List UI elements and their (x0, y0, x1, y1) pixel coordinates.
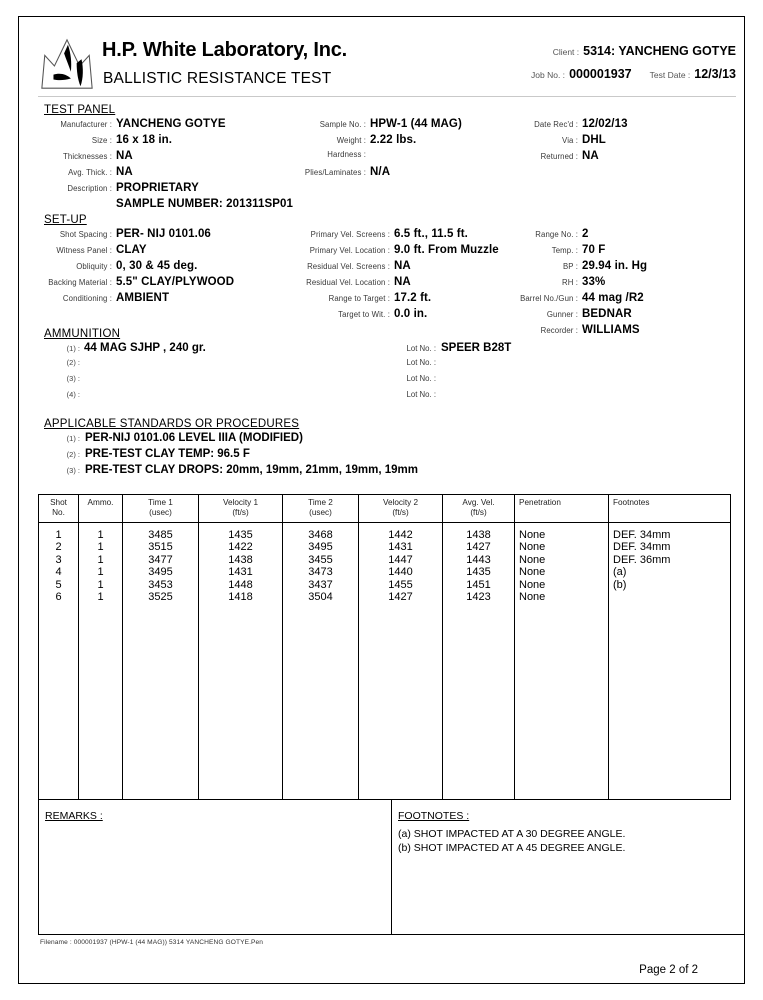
setup-field-row (284, 292, 524, 308)
setup-field-value: 0, 30 & 45 deg. (116, 260, 198, 272)
setup-field-row (506, 324, 736, 340)
filler-cell (359, 603, 443, 800)
test-panel-field-row (284, 150, 524, 166)
test-panel-right-column (506, 118, 736, 166)
document-subtitle: BALLISTIC RESISTANCE TEST (103, 70, 332, 87)
ammo-no-cell: 1 (79, 541, 123, 553)
setup-field-label: Witness Panel : (56, 246, 112, 255)
footnote-item: (a) SHOT IMPACTED AT A 30 DEGREE ANGLE. (398, 828, 626, 841)
test-panel-field-label: Sample No. : (319, 120, 366, 129)
table-row (39, 566, 731, 578)
velocity-2-cell: 1447 (359, 554, 443, 566)
setup-field-label: Gunner : (546, 310, 578, 319)
setup-field-value: PER- NIJ 0101.06 (116, 228, 211, 240)
time-2-cell: 3473 (283, 566, 359, 578)
velocity-1-cell: 1438 (199, 554, 283, 566)
setup-field-value: 29.94 in. Hg (582, 260, 648, 272)
shot-no-cell: 3 (39, 554, 79, 566)
shot-table-header-cell (79, 495, 123, 523)
shot-no-cell: 1 (39, 529, 79, 541)
standard-row (54, 448, 736, 464)
footnote-ref-cell: (b) (609, 579, 731, 591)
setup-field-value: 2 (582, 228, 589, 240)
job-no-label: Job No. : (531, 70, 566, 80)
setup-right-column (506, 228, 736, 340)
standard-row (54, 432, 736, 448)
filler-cell (79, 603, 123, 800)
ammunition-index: (2) : (66, 358, 80, 367)
ammo-no-cell: 1 (79, 579, 123, 591)
header-divider (38, 96, 736, 97)
footnotes-list (398, 827, 744, 855)
setup-field-label: Range to Target : (328, 294, 390, 303)
velocity-2-cell: 1440 (359, 566, 443, 578)
shot-table-header-row (39, 495, 731, 523)
table-row (39, 579, 731, 591)
filename-text: Filename : 000001937 (HPW-1 (44 MAG)) 5314 YANCHENG GOTYE.Pen (40, 939, 264, 947)
ammunition-index: (1) : (66, 344, 80, 353)
shot-table-header-cell (515, 495, 609, 523)
setup-field-row (284, 260, 524, 276)
setup-field-row (284, 244, 524, 260)
velocity-2-cell: 1431 (359, 541, 443, 553)
setup-field-label: RH : (562, 278, 578, 287)
setup-field-label: Range No. : (535, 230, 578, 239)
filler-cell (199, 603, 283, 800)
setup-field-value: CLAY (116, 244, 147, 256)
shot-no-cell: 5 (39, 579, 79, 591)
remarks-cell (39, 800, 392, 935)
setup-field-row (506, 292, 736, 308)
setup-field-value: 17.2 ft. (394, 292, 432, 304)
time-1-cell: 3485 (123, 529, 199, 541)
test-panel-field-value: NA (582, 150, 599, 162)
hp-white-crown-logo-icon (38, 36, 96, 94)
client-line (456, 44, 736, 58)
table-row (39, 529, 731, 541)
shot-no-cell: 6 (39, 591, 79, 603)
job-date-line (456, 67, 736, 81)
page-number: Page 2 of 2 (639, 964, 698, 977)
time-2-cell: 3437 (283, 579, 359, 591)
test-panel-field-value: NA (116, 166, 133, 178)
setup-field-label: Recorder : (540, 326, 578, 335)
velocity-2-cell: 1455 (359, 579, 443, 591)
footnote-item: (b) SHOT IMPACTED AT A 45 DEGREE ANGLE. (398, 842, 626, 855)
setup-field-row (284, 308, 524, 324)
ammunition-index: (3) : (66, 374, 80, 383)
test-panel-field-label: Thicknesses : (63, 152, 112, 161)
header-meta (456, 44, 736, 90)
table-row (39, 591, 731, 603)
test-panel-field-row (284, 118, 524, 134)
test-panel-heading: TEST PANEL (44, 104, 116, 116)
lot-no-value: SPEER B28T (441, 342, 512, 354)
test-panel-field-row (506, 118, 736, 134)
test-panel-field-row (506, 134, 736, 150)
penetration-cell: None (515, 529, 609, 541)
penetration-cell: None (515, 579, 609, 591)
shot-table-header-cell (123, 495, 199, 523)
setup-field-row (506, 308, 736, 324)
setup-field-value: 70 F (582, 244, 606, 256)
test-panel-field-label: Date Rec'd : (534, 120, 578, 129)
setup-field-value: 5.5" CLAY/PLYWOOD (116, 276, 235, 288)
filler-cell (283, 603, 359, 800)
time-1-cell: 3453 (123, 579, 199, 591)
header-line-1: Avg. Vel. (462, 498, 495, 507)
footnote-ref-cell: DEF. 34mm (609, 541, 731, 553)
header-line-1: Velocity 2 (382, 498, 419, 507)
shot-data-table (38, 494, 731, 800)
penetration-cell: None (515, 566, 609, 578)
setup-field-value: 0.0 in. (394, 308, 428, 320)
standard-text: PER-NIJ 0101.06 LEVEL IIIA (MODIFIED) (85, 432, 303, 444)
test-panel-middle-column (284, 118, 524, 182)
test-panel-field-label: Avg. Thick. : (68, 168, 112, 177)
setup-field-label: Temp. : (551, 246, 578, 255)
test-panel-columns (36, 118, 736, 220)
header-line-1: Time 2 (308, 498, 333, 507)
test-panel-field-value: DHL (582, 134, 606, 146)
footnotes-cell (392, 800, 745, 935)
setup-field-row (284, 228, 524, 244)
test-panel-field-value: 2.22 lbs. (370, 134, 417, 146)
test-panel-field-label: Via : (562, 136, 578, 145)
shot-no-cell: 4 (39, 566, 79, 578)
setup-heading: SET-UP (44, 214, 87, 226)
header-line-1: Ammo. (87, 498, 114, 507)
avg-velocity-cell: 1435 (443, 566, 515, 578)
filler-cell (609, 603, 731, 800)
setup-field-label: Target to Wit. : (338, 310, 390, 319)
ammunition-index: (4) : (66, 390, 80, 399)
ammunition-description: 44 MAG SJHP , 240 gr. (84, 342, 206, 354)
test-panel-section (36, 104, 736, 220)
time-2-cell: 3468 (283, 529, 359, 541)
setup-field-value: WILLIAMS (582, 324, 640, 336)
time-1-cell: 3477 (123, 554, 199, 566)
ammunition-heading: AMMUNITION (44, 328, 121, 340)
test-date-label: Test Date : (649, 70, 691, 80)
company-title: H.P. White Laboratory, Inc. (102, 39, 348, 61)
standard-text: PRE-TEST CLAY TEMP: 96.5 F (85, 448, 250, 460)
avg-velocity-cell: 1438 (443, 529, 515, 541)
standard-index: (2) : (66, 450, 80, 459)
setup-field-label: Primary Vel. Location : (309, 246, 390, 255)
table-row (39, 541, 731, 553)
setup-field-label: Barrel No./Gun : (520, 294, 578, 303)
velocity-1-cell: 1418 (199, 591, 283, 603)
standard-index: (3) : (66, 466, 80, 475)
standards-section (36, 418, 736, 480)
velocity-1-cell: 1435 (199, 529, 283, 541)
avg-velocity-cell: 1443 (443, 554, 515, 566)
test-panel-field-row (284, 166, 524, 182)
test-panel-field-value: 12/02/13 (582, 118, 628, 130)
header-line-2: (ft/s) (392, 508, 409, 518)
client-value: 5314: YANCHENG GOTYE (583, 44, 736, 58)
time-2-cell: 3504 (283, 591, 359, 603)
standard-text: PRE-TEST CLAY DROPS: 20mm, 19mm, 21mm, 19mm, 19mm (85, 464, 418, 476)
shot-table-header-cell (39, 495, 79, 523)
shot-table-filler-row (39, 603, 731, 800)
ammo-no-cell: 1 (79, 566, 123, 578)
standards-rows (54, 432, 736, 480)
avg-velocity-cell: 1423 (443, 591, 515, 603)
ammunition-row (54, 374, 736, 390)
lot-no-label: Lot No. : (406, 390, 436, 399)
test-panel-field-label: Hardness : (327, 150, 366, 159)
ammunition-row (54, 358, 736, 374)
ammunition-row (54, 342, 736, 358)
shot-table-header-cell (359, 495, 443, 523)
footnote-ref-cell: DEF. 36mm (609, 554, 731, 566)
time-1-cell: 3525 (123, 591, 199, 603)
setup-field-label: Residual Vel. Location : (306, 278, 390, 287)
setup-field-value: BEDNAR (582, 308, 632, 320)
ammo-no-cell: 1 (79, 529, 123, 541)
lot-no-label: Lot No. : (406, 344, 436, 353)
test-panel-field-row (506, 150, 736, 166)
header-line-2: (ft/s) (232, 508, 249, 518)
shot-data-table-wrapper (36, 494, 736, 800)
header-line-2: (usec) (309, 508, 332, 518)
setup-field-value: 44 mag /R2 (582, 292, 644, 304)
shot-table-body (39, 523, 731, 800)
filler-cell (443, 603, 515, 800)
test-panel-field-row (36, 182, 336, 198)
test-panel-field-label: Plies/Laminates : (304, 168, 366, 177)
setup-field-label: Residual Vel. Screens : (307, 262, 390, 271)
penetration-cell: None (515, 554, 609, 566)
test-panel-field-label: Manufacturer : (60, 120, 112, 129)
filler-cell (515, 603, 609, 800)
remarks-footnotes-table (38, 800, 745, 935)
velocity-2-cell: 1442 (359, 529, 443, 541)
client-label: Client : (552, 47, 580, 57)
ammunition-row (54, 390, 736, 406)
time-1-cell: 3495 (123, 566, 199, 578)
setup-field-value: 33% (582, 276, 606, 288)
setup-field-value: 6.5 ft., 11.5 ft. (394, 228, 468, 240)
penetration-cell: None (515, 541, 609, 553)
table-row (39, 554, 731, 566)
shot-table-header-cell (609, 495, 731, 523)
job-no-value: 000001937 (569, 67, 632, 81)
test-panel-field-value: YANCHENG GOTYE (116, 118, 226, 130)
setup-field-label: Backing Material : (48, 278, 112, 287)
header-line-1: Time 1 (148, 498, 173, 507)
test-panel-field-value: SAMPLE NUMBER: 201311SP01 (116, 198, 293, 210)
test-panel-field-label: Size : (91, 136, 112, 145)
standard-index: (1) : (66, 434, 80, 443)
ammo-no-cell: 1 (79, 554, 123, 566)
header-line-1: Footnotes (613, 498, 650, 507)
footnotes-label: FOOTNOTES : (398, 810, 470, 823)
header-line-1: Penetration (519, 498, 561, 507)
setup-field-row (284, 276, 524, 292)
standards-heading: APPLICABLE STANDARDS OR PROCEDURES (44, 418, 300, 430)
test-panel-field-row (284, 134, 524, 150)
setup-field-label: Obliquity : (76, 262, 112, 271)
test-panel-field-value: NA (116, 150, 133, 162)
setup-field-value: AMBIENT (116, 292, 170, 304)
lot-no-label: Lot No. : (406, 358, 436, 367)
standard-row (54, 464, 736, 480)
document-header (36, 30, 736, 90)
test-panel-field-value: 16 x 18 in. (116, 134, 173, 146)
header-line-1: Shot (50, 498, 67, 507)
filler-cell (39, 603, 79, 800)
test-panel-field-label: Description : (67, 184, 112, 193)
velocity-1-cell: 1448 (199, 579, 283, 591)
shot-table-header-cell (283, 495, 359, 523)
filler-cell (123, 603, 199, 800)
footnote-ref-cell: (a) (609, 566, 731, 578)
header-line-1: Velocity 1 (222, 498, 259, 507)
setup-field-label: Shot Spacing : (59, 230, 112, 239)
avg-velocity-cell: 1427 (443, 541, 515, 553)
ammo-no-cell: 1 (79, 591, 123, 603)
document-content (36, 30, 736, 976)
setup-field-value: 9.0 ft. From Muzzle (394, 244, 499, 256)
header-line-2: No. (52, 508, 65, 518)
header-line-2: (ft/s) (470, 508, 487, 518)
ammunition-rows (54, 342, 736, 406)
time-2-cell: 3455 (283, 554, 359, 566)
remarks-label: REMARKS : (45, 810, 103, 823)
setup-field-row (506, 244, 736, 260)
time-1-cell: 3515 (123, 541, 199, 553)
shot-table-header-cell (199, 495, 283, 523)
avg-velocity-cell: 1451 (443, 579, 515, 591)
setup-field-row (506, 276, 736, 292)
shot-table-head (39, 495, 731, 523)
header-line-2: (usec) (149, 508, 172, 518)
setup-field-value: NA (394, 276, 411, 288)
shot-no-cell: 2 (39, 541, 79, 553)
lot-no-label: Lot No. : (406, 374, 436, 383)
footnote-ref-cell: DEF. 34mm (609, 529, 731, 541)
setup-field-label: BP : (563, 262, 578, 271)
setup-field-row (506, 228, 736, 244)
velocity-2-cell: 1427 (359, 591, 443, 603)
test-panel-field-value: HPW-1 (44 MAG) (370, 118, 462, 130)
test-panel-field-label: Returned : (540, 152, 578, 161)
setup-field-value: NA (394, 260, 411, 272)
test-date-value: 12/3/13 (694, 67, 736, 81)
test-panel-field-value: N/A (370, 166, 391, 178)
velocity-1-cell: 1431 (199, 566, 283, 578)
setup-field-label: Primary Vel. Screens : (310, 230, 390, 239)
test-panel-field-row (36, 198, 336, 214)
setup-middle-column (284, 228, 524, 324)
footnote-ref-cell (609, 591, 731, 603)
penetration-cell: None (515, 591, 609, 603)
setup-field-row (506, 260, 736, 276)
setup-field-label: Conditioning : (62, 294, 112, 303)
test-panel-field-label: Weight : (336, 136, 366, 145)
time-2-cell: 3495 (283, 541, 359, 553)
shot-table-header-cell (443, 495, 515, 523)
test-panel-field-value: PROPRIETARY (116, 182, 199, 194)
velocity-1-cell: 1422 (199, 541, 283, 553)
